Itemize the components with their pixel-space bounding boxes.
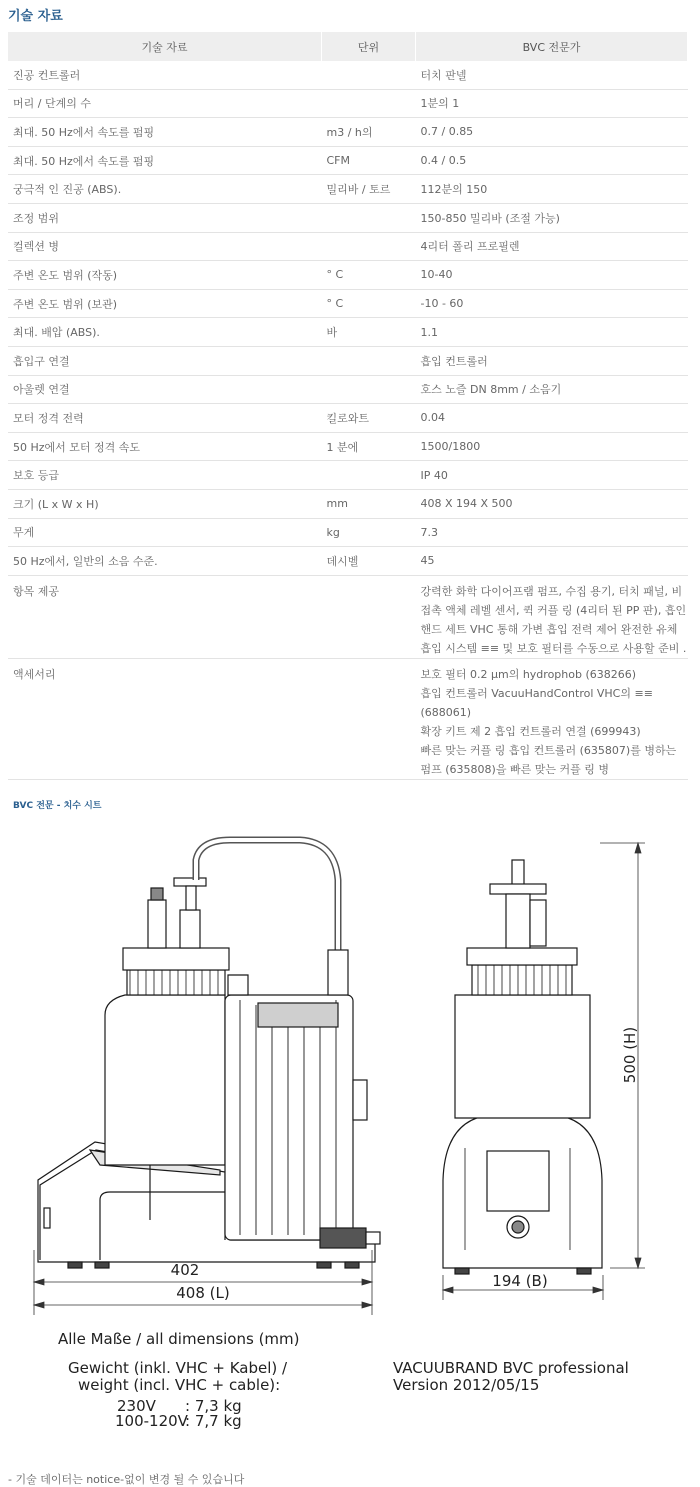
dim-408-label: 408 (L) — [176, 1284, 230, 1302]
weight-100v-value: : 7,7 kg — [185, 1412, 242, 1430]
cell-unit: 데시벨 — [322, 547, 416, 576]
cell-unit: 킬로와트 — [322, 404, 416, 433]
cell-unit: mm — [322, 489, 416, 518]
cell-value: 4리터 폴리 프로필렌 — [416, 232, 688, 261]
weight-230v-value: : 7,3 kg — [185, 1397, 242, 1415]
cell-label: 주변 온도 범위 (보관) — [8, 289, 322, 318]
cell-label: 크기 (L x W x H) — [8, 489, 322, 518]
table-row-accessories — [8, 658, 688, 779]
cell-unit — [322, 203, 416, 232]
cell-value: 10-40 — [416, 261, 688, 290]
accessories-label: 액세서리 — [8, 658, 322, 779]
cell-label: 50 Hz에서, 일반의 소음 수준. — [8, 547, 322, 576]
side-view-drawing — [38, 840, 380, 1268]
cell-unit: m3 / h의 — [322, 118, 416, 147]
table-row-supply — [8, 575, 688, 658]
table-row — [8, 346, 688, 375]
header-technical-data: 기술 자료 — [8, 32, 322, 61]
table-row — [8, 175, 688, 204]
section-title: 기술 자료 — [8, 9, 63, 24]
table-row — [8, 404, 688, 433]
cell-value: 1.1 — [416, 318, 688, 347]
cell-value: 0.04 — [416, 404, 688, 433]
header-unit: 단위 — [322, 32, 416, 61]
cell-unit — [322, 461, 416, 490]
cell-unit: kg — [322, 518, 416, 547]
cell-value: 0.4 / 0.5 — [416, 146, 688, 175]
cell-unit: 바 — [322, 318, 416, 347]
accessories-unit — [322, 658, 416, 779]
spec-table-header — [8, 32, 688, 61]
front-view-drawing — [443, 860, 602, 1274]
table-row — [8, 61, 688, 89]
dim-402-label: 402 — [170, 1261, 200, 1279]
weight-line-2: weight (incl. VHC + cable): — [78, 1376, 281, 1394]
dimension-sheet-title: BVC 전문 - 치수 시트 — [13, 801, 102, 811]
cell-value: 408 X 194 X 500 — [416, 489, 688, 518]
cell-value: IP 40 — [416, 461, 688, 490]
cell-label: 진공 컨트롤러 — [8, 61, 322, 89]
table-row — [8, 489, 688, 518]
table-row — [8, 375, 688, 404]
cell-unit: ° C — [322, 261, 416, 290]
cell-label: 흡입구 연결 — [8, 346, 322, 375]
cell-value: 터치 판넬 — [416, 61, 688, 89]
cell-value: 호스 노즐 DN 8mm / 소음기 — [416, 375, 688, 404]
cell-unit — [322, 375, 416, 404]
table-row — [8, 232, 688, 261]
weight-230v-label: 230V — [117, 1397, 156, 1415]
table-row — [8, 547, 688, 576]
table-row — [8, 318, 688, 347]
cell-label: 머리 / 단계의 수 — [8, 89, 322, 118]
cell-value: -10 - 60 — [416, 289, 688, 318]
cell-label: 무게 — [8, 518, 322, 547]
collection-bottle — [105, 995, 225, 1165]
supply-value — [416, 575, 688, 658]
cell-label: 최대. 50 Hz에서 속도를 펌핑 — [8, 146, 322, 175]
dim-194-label: 194 (B) — [492, 1272, 548, 1290]
table-row — [8, 261, 688, 290]
spec-table — [8, 32, 688, 780]
supply-line: 흡입 시스템 ≡≡ 및 보호 필터를 수동으로 사용할 준비 . — [420, 641, 687, 655]
front-bottle — [455, 995, 590, 1118]
cell-label: 조정 범위 — [8, 203, 322, 232]
cell-value: 45 — [416, 547, 688, 576]
accessory-line: 확장 키트 제 2 흡입 컨트롤러 연결 (699943) — [420, 724, 641, 738]
table-row — [8, 461, 688, 490]
cell-label: 50 Hz에서 모터 정격 속도 — [8, 432, 322, 461]
cell-unit — [322, 232, 416, 261]
cell-value: 112분의 150 — [416, 175, 688, 204]
pump-housing — [225, 995, 353, 1240]
table-row — [8, 203, 688, 232]
accessory-line: 흡입 컨트롤러 VacuuHandControl VHC의 ≡≡ (688061) — [420, 686, 653, 719]
cell-label: 아울렛 연결 — [8, 375, 322, 404]
cell-label: 궁극적 인 진공 (ABS). — [8, 175, 322, 204]
weight-100v-label: 100-120V — [115, 1412, 188, 1430]
table-row — [8, 118, 688, 147]
supply-line: 접촉 액체 레벨 센서, 퀵 커플 링 (4리터 된 PP 판), 흡인 — [420, 603, 687, 617]
header-bvc-professional: BVC 전문가 — [416, 32, 688, 61]
cell-unit: 1 분에 — [322, 432, 416, 461]
brand-line-1: VACUUBRAND BVC professional — [393, 1359, 629, 1377]
footnote: - 기술 데이터는 notice-없이 변경 될 수 있습니다 — [8, 1473, 245, 1486]
cell-value: 150-850 밀리바 (조절 가능) — [416, 203, 688, 232]
brand-line-2: Version 2012/05/15 — [393, 1376, 540, 1394]
cell-unit: 밀리바 / 토르 — [322, 175, 416, 204]
cell-value: 1분의 1 — [416, 89, 688, 118]
accessory-line: 보호 필터 0.2 μm의 hydrophob (638266) — [420, 667, 637, 681]
cell-label: 모터 정격 전력 — [8, 404, 322, 433]
cell-unit — [322, 61, 416, 89]
supply-line: 강력한 화학 다이어프램 펌프, 수집 용기, 터치 패널, 비 — [420, 584, 683, 598]
cell-unit: ° C — [322, 289, 416, 318]
cell-label: 최대. 배압 (ABS). — [8, 318, 322, 347]
table-row — [8, 289, 688, 318]
table-row — [8, 146, 688, 175]
table-row — [8, 518, 688, 547]
cell-value: 0.7 / 0.85 — [416, 118, 688, 147]
supply-line: 핸드 세트 VHC 통해 가변 흡입 전력 제어 완전한 유체 — [420, 622, 678, 636]
cell-label: 주변 온도 범위 (작동) — [8, 261, 322, 290]
dim-500-label: 500 (H) — [621, 1026, 639, 1084]
accessory-line: 펌프 (635808)을 빠른 맞는 커플 링 병 — [420, 762, 609, 776]
cell-value: 흡입 컨트롤러 — [416, 346, 688, 375]
table-row — [8, 89, 688, 118]
accessories-value — [416, 658, 688, 779]
cell-value: 1500/1800 — [416, 432, 688, 461]
cell-unit: CFM — [322, 146, 416, 175]
cell-label: 컬렉션 병 — [8, 232, 322, 261]
cell-label: 최대. 50 Hz에서 속도를 펌핑 — [8, 118, 322, 147]
supply-unit — [322, 575, 416, 658]
cell-unit — [322, 346, 416, 375]
accessory-line: 빠른 맞는 커플 링 흡입 컨트롤러 (635807)를 병하는 — [420, 743, 677, 757]
dimension-drawing — [0, 820, 700, 1460]
supply-label: 항목 제공 — [8, 575, 322, 658]
cell-label: 보호 등급 — [8, 461, 322, 490]
cell-unit — [322, 89, 416, 118]
all-dimensions-note: Alle Maße / all dimensions (mm) — [58, 1330, 300, 1348]
weight-line-1: Gewicht (inkl. VHC + Kabel) / — [68, 1359, 288, 1377]
cell-value: 7.3 — [416, 518, 688, 547]
table-row — [8, 432, 688, 461]
